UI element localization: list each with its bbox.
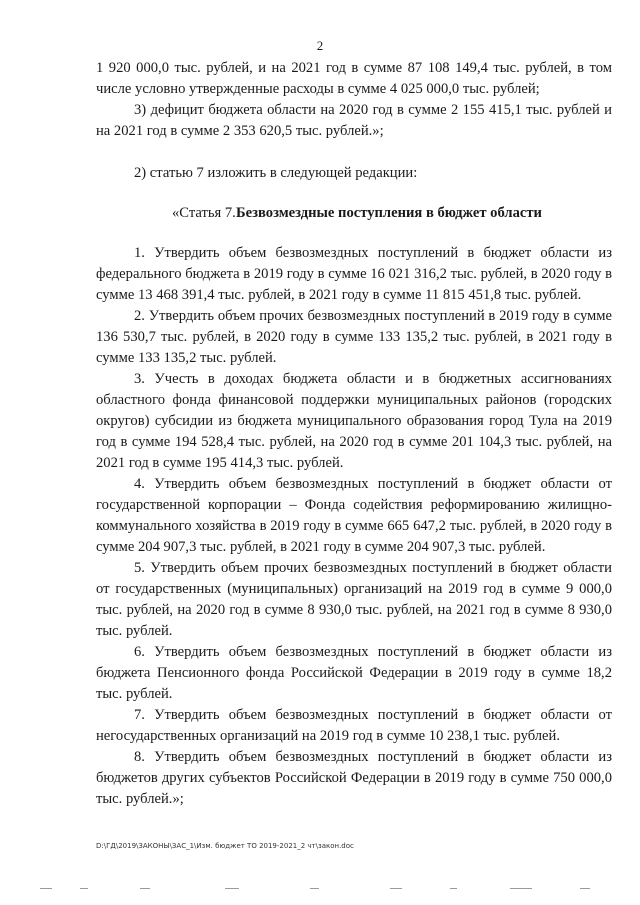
article-heading bbox=[96, 203, 612, 224]
article-point: 5. Утвердить объем прочих безвозмездных поступлений в бюджет области от государственных (муниципальных) организаций на 2019 год в сумме 9 000,0 тыс. рублей, на 2020 год в сумме 8 930,0 тыс. рублей, на 2021 год в сумме 8 930,0 тыс. рублей. bbox=[96, 560, 612, 639]
paragraph-item-2: 2) статью 7 изложить в следующей редакции: bbox=[134, 165, 418, 181]
footer-file-path: D:\ГД\2019\ЗАКОНЫ\ЗАС_1\Изм. бюджет ТО 2019-2021_2 чт\закон.doc bbox=[96, 842, 354, 850]
article-point: 7. Утвердить объем безвозмездных поступлений в бюджет области от негосударственных организаций на 2019 год в сумме 10 238,1 тыс. рублей. bbox=[96, 707, 612, 744]
paragraph-item-3: 3) дефицит бюджета области на 2020 год в сумме 2 155 415,1 тыс. рублей и на 2021 год в сумме 2 353 620,5 тыс. рублей.»; bbox=[96, 102, 612, 139]
article-point: 1. Утвердить объем безвозмездных поступлений в бюджет области из федерального бюджета в 2019 году в сумме 16 021 316,2 тыс. рублей, в 2020 году в сумме 13 468 391,4 тыс. рублей, в 2021 году в сумме 11 815 451,8 тыс. рублей. bbox=[96, 245, 612, 303]
scan-artifact-line bbox=[20, 888, 620, 894]
article-point: 4. Утвердить объем безвозмездных поступлений в бюджет области от государственной корпорации – Фонда содействия реформированию жилищно-коммунального хозяйства в 2019 году в сумме 665 647,2 тыс. рублей, в 2020 году в сумме 204 907,3 тыс. рублей, в 2021 году в сумме 204 907,3 тыс. рублей. bbox=[96, 476, 612, 555]
article-number: «Статья 7. bbox=[172, 205, 236, 221]
document-body bbox=[96, 58, 612, 810]
article-point: 3. Учесть в доходах бюджета области и в бюджетных ассигнованиях областного фонда финансовой поддержки муниципальных районов (городских округов) субсидии из бюджета муниципального образования город Тула на 2019 год в сумме 194 528,4 тыс. рублей, на 2020 год в сумме 201 104,3 тыс. рублей, на 2021 год в сумме 195 414,3 тыс. рублей. bbox=[96, 371, 612, 471]
page-number: 2 bbox=[316, 38, 324, 53]
article-point: 8. Утвердить объем безвозмездных поступлений в бюджет области из бюджетов других субъектов Российской Федерации в 2019 году в сумме 750 000,0 тыс. рублей.»; bbox=[96, 749, 612, 807]
article-point: 2. Утвердить объем прочих безвозмездных поступлений в 2019 году в сумме 136 530,7 тыс. рублей, в 2020 году в сумме 133 135,2 тыс. рублей, в 2021 году в сумме 133 135,2 тыс. рублей. bbox=[96, 308, 612, 366]
article-point: 6. Утвердить объем безвозмездных поступлений в бюджет области из бюджета Пенсионного фонда Российской Федерации в 2019 году в сумме 18,2 тыс. рублей. bbox=[96, 644, 612, 702]
paragraph-continuation: 1 920 000,0 тыс. рублей, и на 2021 год в сумме 87 108 149,4 тыс. рублей, в том числе условно утвержденные расходы в сумме 4 025 000,0 тыс. рублей; bbox=[96, 60, 612, 97]
article-title: Безвозмездные поступления в бюджет области bbox=[236, 205, 542, 221]
